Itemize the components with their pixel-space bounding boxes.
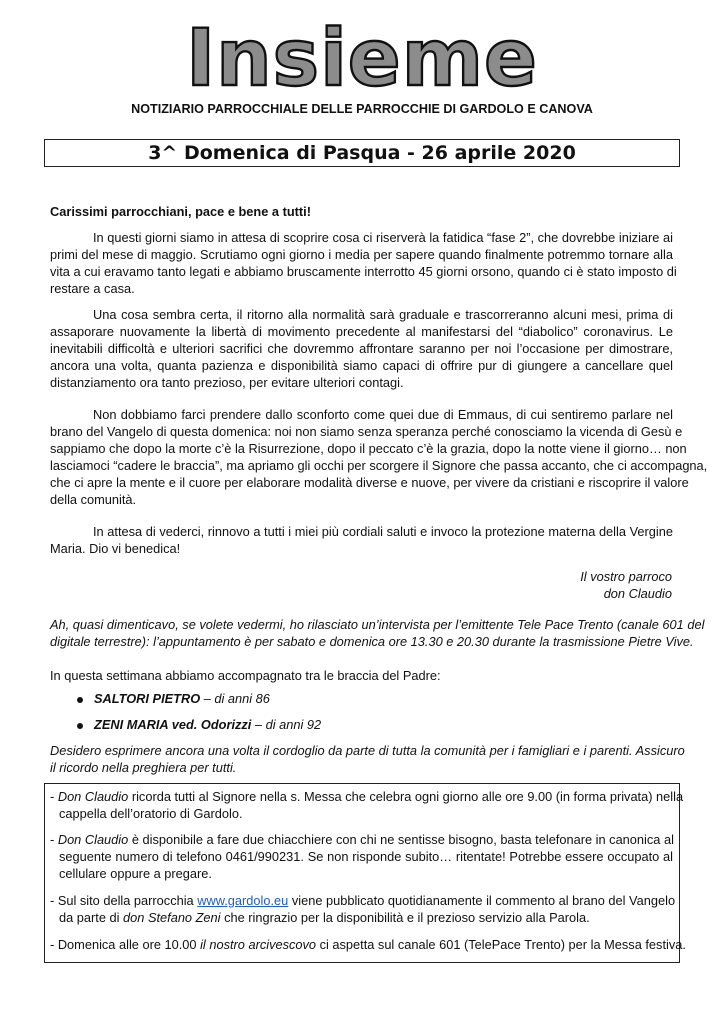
deceased-name: SALTORI PIETRO <box>94 691 201 706</box>
notice-2-line: cellulare oppure a pregare. <box>59 866 212 881</box>
paragraph-3-line: che ci apre la mente e il cuore per elaborare modalità diverse e nuove, per vivere da cristiani e riscoprire il valore <box>50 475 689 490</box>
paragraph-2-line: distanziamento ora tanto prezioso, per evitare ulteriori contagi. <box>50 375 404 390</box>
deceased-item <box>94 691 270 707</box>
paragraph-3-line: brano del Vangelo di questa domenica: noi non siamo senza speranza perché conosciamo la vicenda di Gesù e <box>50 424 683 439</box>
date-heading: 3^ Domenica di Pasqua - 26 aprile 2020 <box>44 139 680 167</box>
paragraph-2-line: inevitabili difficoltà e ulteriori sacrifici che dovremmo affrontare saranno per noi l’occasione per dimostrare, <box>50 341 673 356</box>
deceased-age: – di anni 92 <box>251 717 322 732</box>
notice-3-line: da parte di don Stefano Zeni che ringrazio per la disponibilità e il prezioso servizio alla Parola. <box>59 910 590 925</box>
notice-1-line: - Don Claudio ricorda tutti al Signore nella s. Messa che celebra ogni giorno alle ore 9.00 (in forma privata) nella <box>50 789 684 804</box>
paragraph-1-line: primi del mese di maggio. Scrutiamo ogni giorno i media per sapere quando finalmente potremmo tornare alla <box>50 247 673 262</box>
greeting: Carissimi parrocchiani, pace e bene a tutti! <box>50 204 311 219</box>
masthead-title: Insieme <box>186 14 538 104</box>
notice-2-line: - Don Claudio è disponibile a fare due chiacchiere con chi ne sentisse bisogno, basta telefonare in canonica al <box>50 832 674 847</box>
notice-4-line: - Domenica alle ore 10.00 il nostro arcivescovo ci aspetta sul canale 601 (TelePace Trento) per la Messa festiva. <box>50 937 686 952</box>
condolences-line: il ricordo nella preghiera per tutti. <box>50 760 237 775</box>
paragraph-2-line: Una cosa sembra certa, il ritorno alla normalità sarà graduale e trascorreranno alcuni mesi, prima di <box>93 307 673 322</box>
condolences-line: Desidero esprimere ancora una volta il cordoglio da parte di tutta la comunità per i famigliari e i parenti. Assicuro <box>50 743 685 758</box>
deceased-item <box>94 717 321 733</box>
paragraph-3-line: lasciamoci “cadere le braccia”, ma apriamo gli occhi per scorgere il Signore che passa accanto, che ci accompagna, <box>50 458 708 473</box>
notice-3-line: - Sul sito della parrocchia www.gardolo.eu viene pubblicato quotidianamente il commento al brano del Vangelo <box>50 893 676 908</box>
masthead-subtitle: NOTIZIARIO PARROCCHIALE DELLE PARROCCHIE DI GARDOLO E CANOVA <box>131 102 593 116</box>
notice-2-line: seguente numero di telefono 0461/990231. Se non risponde subito… ritentate! Potrebbe essere occupato al <box>59 849 673 864</box>
paragraph-4-line: Maria. Dio vi benedica! <box>50 541 181 556</box>
paragraph-3-line: Non dobbiamo farci prendere dallo sconforto come quei due di Emmaus, di cui sentiremo parlare nel <box>93 407 673 422</box>
paragraph-1-line: vita a cui eravamo tanto legati e abbiamo bruscamente interrotto 45 giorni orsono, quando ci è stato imposto di <box>50 264 677 279</box>
paragraph-1-line: restare a casa. <box>50 281 135 296</box>
signature-name: don Claudio <box>603 586 672 601</box>
paragraph-3-line: della comunità. <box>50 492 137 507</box>
paragraph-4-line: In attesa di vederci, rinnovo a tutti i miei più cordiali saluti e invoco la protezione materna della Vergine <box>93 524 673 539</box>
paragraph-2-line: assaporare nuovamente la libertà di movimento precedente al manifestarsi del “diabolico” coronavirus. Le <box>50 324 673 339</box>
bullet-icon <box>77 697 83 703</box>
deceased-name: ZENI MARIA ved. Odorizzi <box>94 717 252 732</box>
postscript-line: digitale terrestre): l’appuntamento è per sabato e domenica ore 13.30 e 20.30 durante la trasmissione Pietre Vive. <box>50 634 694 649</box>
deceased-intro: In questa settimana abbiamo accompagnato tra le braccia del Padre: <box>50 668 441 683</box>
deceased-age: – di anni 86 <box>200 691 270 706</box>
notice-1-line: cappella dell’oratorio di Gardolo. <box>59 806 243 821</box>
website-link[interactable]: www.gardolo.eu <box>197 893 289 908</box>
postscript-line: Ah, quasi dimenticavo, se volete vedermi, ho rilasciato un’intervista per l’emittente Tele Pace Trento (canale 601 del <box>50 617 705 632</box>
bullet-icon <box>77 723 83 729</box>
signature-line: Il vostro parroco <box>580 569 672 584</box>
paragraph-3-line: sappiamo che dopo la morte c’è la Risurrezione, dopo il peccato c’è la grazia, dopo la notte viene il giorno… non <box>50 441 687 456</box>
paragraph-1-line: In questi giorni siamo in attesa di scoprire cosa ci riserverà la fatidica “fase 2”, che dovrebbe iniziare ai <box>93 230 673 245</box>
paragraph-2-line: ancora una volta, quanta pazienza e disponibilità siamo capaci di offrire pur di giungere a cancellare quel <box>50 358 673 373</box>
